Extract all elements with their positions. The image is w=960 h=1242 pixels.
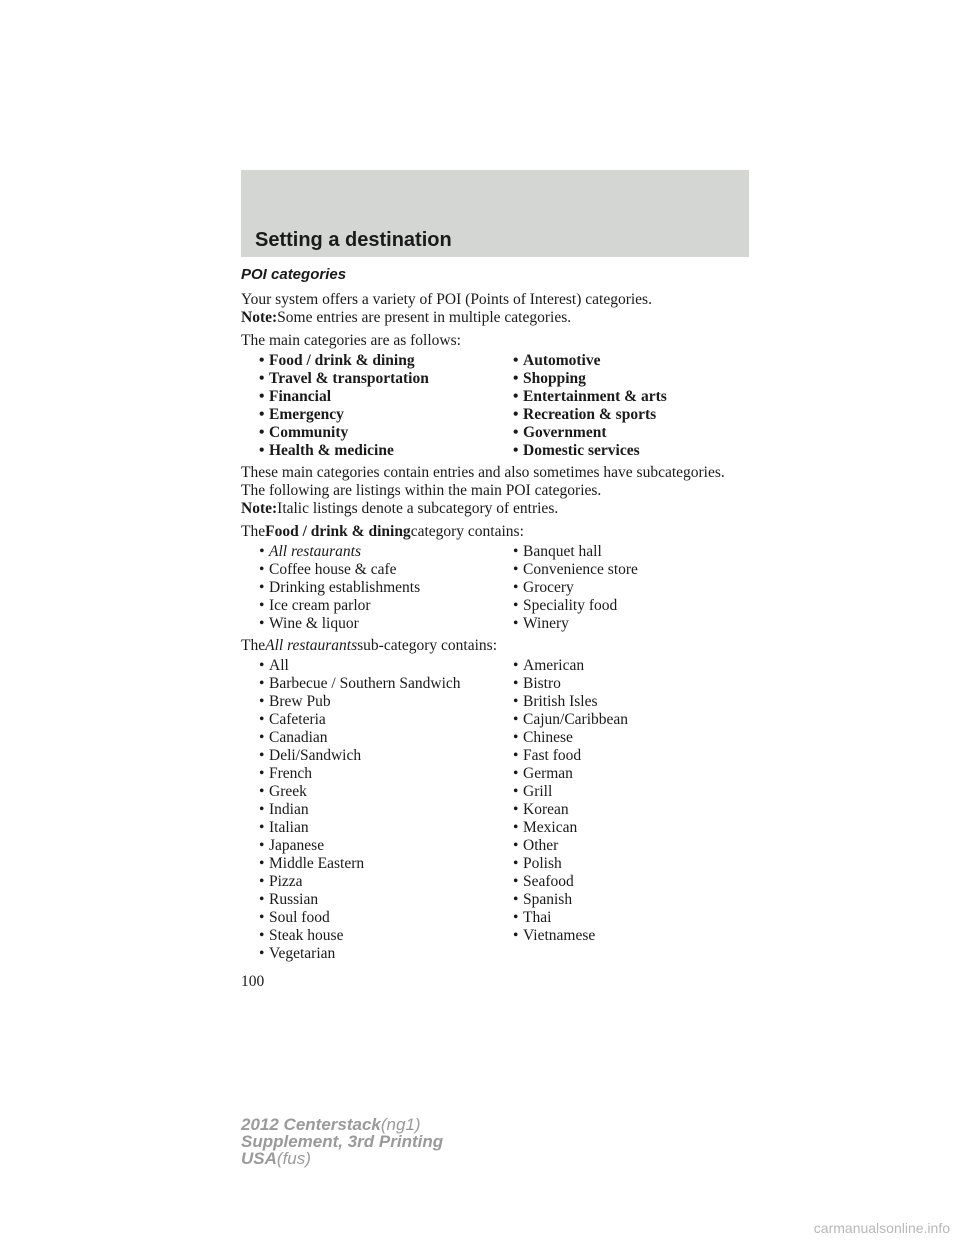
list-item: [495, 819, 749, 837]
list-item: [495, 783, 749, 801]
bullet-dot: •: [259, 388, 265, 405]
list-item-text: German: [523, 765, 573, 782]
list-item-text: Cafeteria: [269, 711, 326, 728]
list-item: [495, 765, 749, 783]
footer-line-3: [241, 1150, 443, 1167]
list-item-text: Barbecue / Southern Sandwich: [269, 675, 461, 692]
list-item-text: British Isles: [523, 693, 598, 710]
bullet-dot: •: [513, 370, 519, 387]
note-1-text: Some entries are present in multiple categories.: [277, 309, 572, 326]
list-item: [495, 909, 749, 927]
list-item: [495, 711, 749, 729]
bullet-dot: •: [259, 945, 265, 962]
list-item-text: Vegetarian: [269, 945, 336, 962]
list-item-text: Polish: [523, 855, 562, 872]
watermark: carmanualsonline.info: [813, 1220, 950, 1236]
list-item: [495, 657, 749, 675]
list-item-text: French: [269, 765, 313, 782]
list-item-text: Middle Eastern: [269, 855, 365, 872]
list-item-text: Fast food: [523, 747, 582, 764]
list-item: [241, 675, 495, 693]
food-intro-prefix: The: [241, 523, 266, 540]
bullet-dot: •: [513, 561, 519, 578]
bullet-dot: •: [259, 561, 265, 578]
bullet-dot: •: [259, 442, 265, 459]
list-item: [495, 837, 749, 855]
bullet-dot: •: [259, 855, 265, 872]
bullet-dot: •: [259, 819, 265, 836]
list-item-text: Grocery: [523, 579, 574, 596]
list-item: [241, 783, 495, 801]
note-2: [241, 500, 751, 518]
bullet-dot: •: [513, 615, 519, 632]
list-item-text: Russian: [269, 891, 319, 908]
bullet-dot: •: [513, 579, 519, 596]
footer-region: USA: [241, 1149, 277, 1168]
list-item-text: Financial: [269, 388, 332, 405]
list-item-text: Domestic services: [523, 442, 640, 459]
list-item: [495, 352, 749, 370]
list-item: [495, 729, 749, 747]
list-item: [495, 370, 749, 388]
list-item-text: All: [269, 657, 289, 674]
footer-line-1: [241, 1116, 443, 1133]
list-item-text: Indian: [269, 801, 309, 818]
bullet-dot: •: [513, 657, 519, 674]
list-item-text: Health & medicine: [269, 442, 394, 459]
list-item-text: Entertainment & arts: [523, 388, 667, 405]
list-item-text: American: [523, 657, 585, 674]
list-item-text: Mexican: [523, 819, 578, 836]
list-item: [241, 891, 495, 909]
list-item: [495, 615, 749, 633]
list-item: [495, 801, 749, 819]
list-item: [495, 406, 749, 424]
bullet-dot: •: [259, 927, 265, 944]
list-item-text: Community: [269, 424, 349, 441]
list-item: [241, 711, 495, 729]
page-number: 100: [241, 973, 265, 990]
food-intro-suffix: category contains:: [410, 523, 524, 540]
list-item: [495, 873, 749, 891]
list-item: [241, 597, 495, 615]
note-2-text: Italic listings denote a subcategory of entries.: [277, 500, 559, 517]
bullet-dot: •: [259, 711, 265, 728]
bullet-dot: •: [513, 693, 519, 710]
list-item: [241, 561, 495, 579]
restaurant-items-list: [241, 657, 751, 963]
list-item: [241, 765, 495, 783]
main-intro: The main categories are as follows:: [241, 332, 461, 349]
list-item-text: Steak house: [269, 927, 344, 944]
list-item: [495, 561, 749, 579]
list-item-text: Recreation & sports: [523, 406, 657, 423]
list-item: [241, 945, 495, 963]
bullet-dot: •: [259, 729, 265, 746]
list-item: [241, 747, 495, 765]
list-item: [241, 819, 495, 837]
bullet-dot: •: [259, 597, 265, 614]
section-heading: POI categories: [241, 266, 347, 283]
bullet-dot: •: [259, 837, 265, 854]
list-item: [495, 442, 749, 460]
list-item-text: Thai: [523, 909, 552, 926]
list-item-text: Ice cream parlor: [269, 597, 371, 614]
list-item-text: Grill: [523, 783, 553, 800]
list-item: [495, 891, 749, 909]
bullet-dot: •: [513, 927, 519, 944]
list-item-text: Government: [523, 424, 607, 441]
bullet-dot: •: [513, 675, 519, 692]
bullet-dot: •: [513, 729, 519, 746]
list-item: [495, 693, 749, 711]
list-item: [241, 406, 495, 424]
list-item-text: Drinking establishments: [269, 579, 421, 596]
list-item-text: Emergency: [269, 406, 344, 423]
list-item-text: Wine & liquor: [269, 615, 359, 632]
bullet-dot: •: [259, 891, 265, 908]
list-item-text: Cajun/Caribbean: [523, 711, 629, 728]
footer-line-2: Supplement, 3rd Printing: [241, 1132, 444, 1151]
list-item: [495, 597, 749, 615]
list-item: [495, 927, 749, 945]
food-category-name: Food / drink & dining: [265, 523, 411, 540]
list-item: [495, 675, 749, 693]
list-item-text: Vietnamese: [523, 927, 596, 944]
list-item: [241, 801, 495, 819]
list-item-text: Brew Pub: [269, 693, 331, 710]
bullet-dot: •: [259, 909, 265, 926]
bullet-dot: •: [513, 783, 519, 800]
bullet-dot: •: [513, 747, 519, 764]
list-item: [241, 657, 495, 675]
list-item-text: Winery: [523, 615, 569, 632]
footer-title: 2012 Centerstack: [241, 1115, 381, 1134]
list-item-text: Coffee house & cafe: [269, 561, 397, 578]
list-item-text: Korean: [523, 801, 569, 818]
list-item-text: Italian: [269, 819, 309, 836]
bullet-dot: •: [259, 657, 265, 674]
list-item: [241, 352, 495, 370]
list-item-text: Spanish: [523, 891, 573, 908]
list-item: [495, 424, 749, 442]
list-item-text: Canadian: [269, 729, 328, 746]
bullet-dot: •: [513, 801, 519, 818]
list-item-text: All restaurants: [269, 543, 362, 560]
bullet-dot: •: [513, 424, 519, 441]
list-item-text: Speciality food: [523, 597, 618, 614]
list-item: [241, 873, 495, 891]
bullet-dot: •: [259, 370, 265, 387]
list-item: [241, 424, 495, 442]
list-item-text: Automotive: [523, 352, 601, 369]
food-intro: [241, 523, 751, 541]
bullet-dot: •: [259, 873, 265, 890]
bullet-dot: •: [513, 765, 519, 782]
bullet-dot: •: [259, 783, 265, 800]
list-item: [495, 579, 749, 597]
list-item: [241, 370, 495, 388]
note-label: Note:: [241, 500, 278, 517]
list-item: [241, 909, 495, 927]
restaurants-intro-prefix: The: [241, 637, 266, 654]
restaurants-intro-suffix: sub-category contains:: [357, 637, 498, 654]
list-item-text: Shopping: [523, 370, 586, 387]
list-item-text: Chinese: [523, 729, 573, 746]
list-item-text: Seafood: [523, 873, 574, 890]
bullet-dot: •: [259, 579, 265, 596]
bullet-dot: •: [513, 711, 519, 728]
list-item: [241, 579, 495, 597]
bullet-dot: •: [259, 765, 265, 782]
list-item-text: Deli/Sandwich: [269, 747, 362, 764]
list-item: [241, 388, 495, 406]
list-item-text: Japanese: [269, 837, 325, 854]
list-item: [241, 693, 495, 711]
list-item-text: Banquet hall: [523, 543, 602, 560]
list-item: [241, 729, 495, 747]
list-item-text: Greek: [269, 783, 307, 800]
bullet-dot: •: [513, 442, 519, 459]
bullet-dot: •: [259, 675, 265, 692]
bullet-dot: •: [259, 747, 265, 764]
page-title: Setting a destination: [255, 229, 452, 251]
bullet-dot: •: [259, 801, 265, 818]
list-item-text: Convenience store: [523, 561, 638, 578]
bullet-dot: •: [513, 837, 519, 854]
main-categories-list: [241, 352, 751, 460]
bullet-dot: •: [513, 352, 519, 369]
note-label: Note:: [241, 309, 278, 326]
bullet-dot: •: [513, 543, 519, 560]
footer: [241, 1116, 443, 1167]
list-item-text: Other: [523, 837, 559, 854]
list-item: [241, 442, 495, 460]
restaurants-subcategory-name: All restaurants: [265, 637, 358, 654]
food-items-list: [241, 543, 751, 633]
bullet-dot: •: [513, 855, 519, 872]
bullet-dot: •: [513, 597, 519, 614]
list-item: [495, 747, 749, 765]
list-item: [241, 855, 495, 873]
list-item: [241, 837, 495, 855]
bullet-dot: •: [259, 615, 265, 632]
bullet-dot: •: [513, 891, 519, 908]
list-item-text: Travel & transportation: [269, 370, 429, 387]
list-item-text: Pizza: [269, 873, 303, 890]
list-item: [495, 388, 749, 406]
paragraph-2: These main categories contain entries and also sometimes have subcategories. The following are listings within the main POI categories.: [241, 464, 725, 499]
bullet-dot: •: [259, 406, 265, 423]
restaurants-intro: [241, 637, 751, 655]
bullet-dot: •: [513, 909, 519, 926]
list-item: [241, 543, 495, 561]
list-item: [495, 855, 749, 873]
list-item-text: Food / drink & dining: [269, 352, 415, 369]
bullet-dot: •: [259, 693, 265, 710]
list-item-text: Soul food: [269, 909, 330, 926]
list-item: [241, 927, 495, 945]
bullet-dot: •: [259, 352, 265, 369]
bullet-dot: •: [513, 873, 519, 890]
bullet-dot: •: [513, 388, 519, 405]
list-item: [241, 615, 495, 633]
note-1: [241, 309, 751, 327]
bullet-dot: •: [259, 543, 265, 560]
intro-paragraph: Your system offers a variety of POI (Points of Interest) categories.: [241, 291, 652, 308]
bullet-dot: •: [513, 819, 519, 836]
content: [241, 266, 751, 991]
bullet-dot: •: [259, 424, 265, 441]
list-item: [495, 543, 749, 561]
footer-region-code: (fus): [276, 1149, 311, 1168]
header-bar: [241, 170, 749, 257]
footer-code: (ng1): [380, 1115, 421, 1134]
bullet-dot: •: [513, 406, 519, 423]
list-item-text: Bistro: [523, 675, 561, 692]
